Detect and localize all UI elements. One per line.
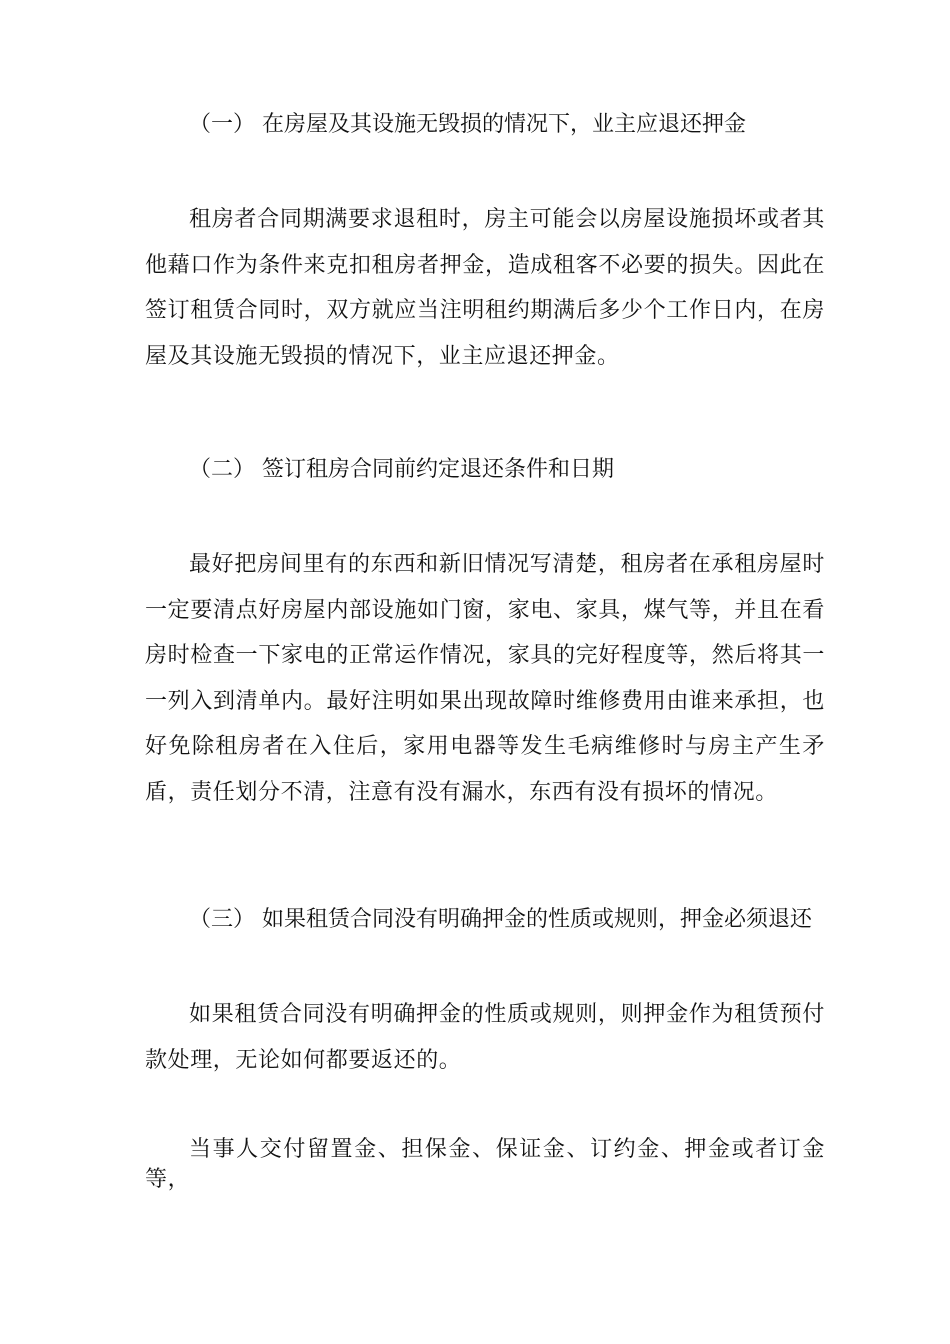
paragraph-1: 租房者合同期满要求退租时，房主可能会以房屋设施损坏或者其他藉口作为条件来克扣租房者押金，造成租客不必要的损失。因此在签订租赁合同时，双方就应当注明租约期满后多少个工作日内，在房屋及其设施无毁损的情况下，业主应退还押金。: [145, 207, 825, 369]
paragraph-4: 当事人交付留置金、担保金、保证金、订约金、押金或者订金等，: [145, 1137, 825, 1192]
section-heading-1: （一） 在房屋及其设施无毁损的情况下，业主应退还押金: [189, 112, 746, 137]
paragraph-2: 最好把房间里有的东西和新旧情况写清楚，租房者在承租房屋时一定要清点好房屋内部设施如门窗，家电、家具，煤气等，并且在看房时检查一下家电的正常运作情况，家具的完好程度等，然后将其一一列入到清单内。最好注明如果出现故障时维修费用由谁来承担，也好免除租房者在入住后，家用电器等发生毛病维修时与房主产生矛盾，责任划分不清，注意有没有漏水，东西有没有损坏的情况。: [145, 552, 825, 805]
section-heading-2: （二） 签订租房合同前约定退还条件和日期: [189, 457, 614, 482]
section-heading-3: （三） 如果租赁合同没有明确押金的性质或规则，押金必须退还: [189, 907, 812, 932]
paragraph-3: 如果租赁合同没有明确押金的性质或规则，则押金作为租赁预付款处理，无论如何都要返还的。: [145, 1002, 825, 1073]
